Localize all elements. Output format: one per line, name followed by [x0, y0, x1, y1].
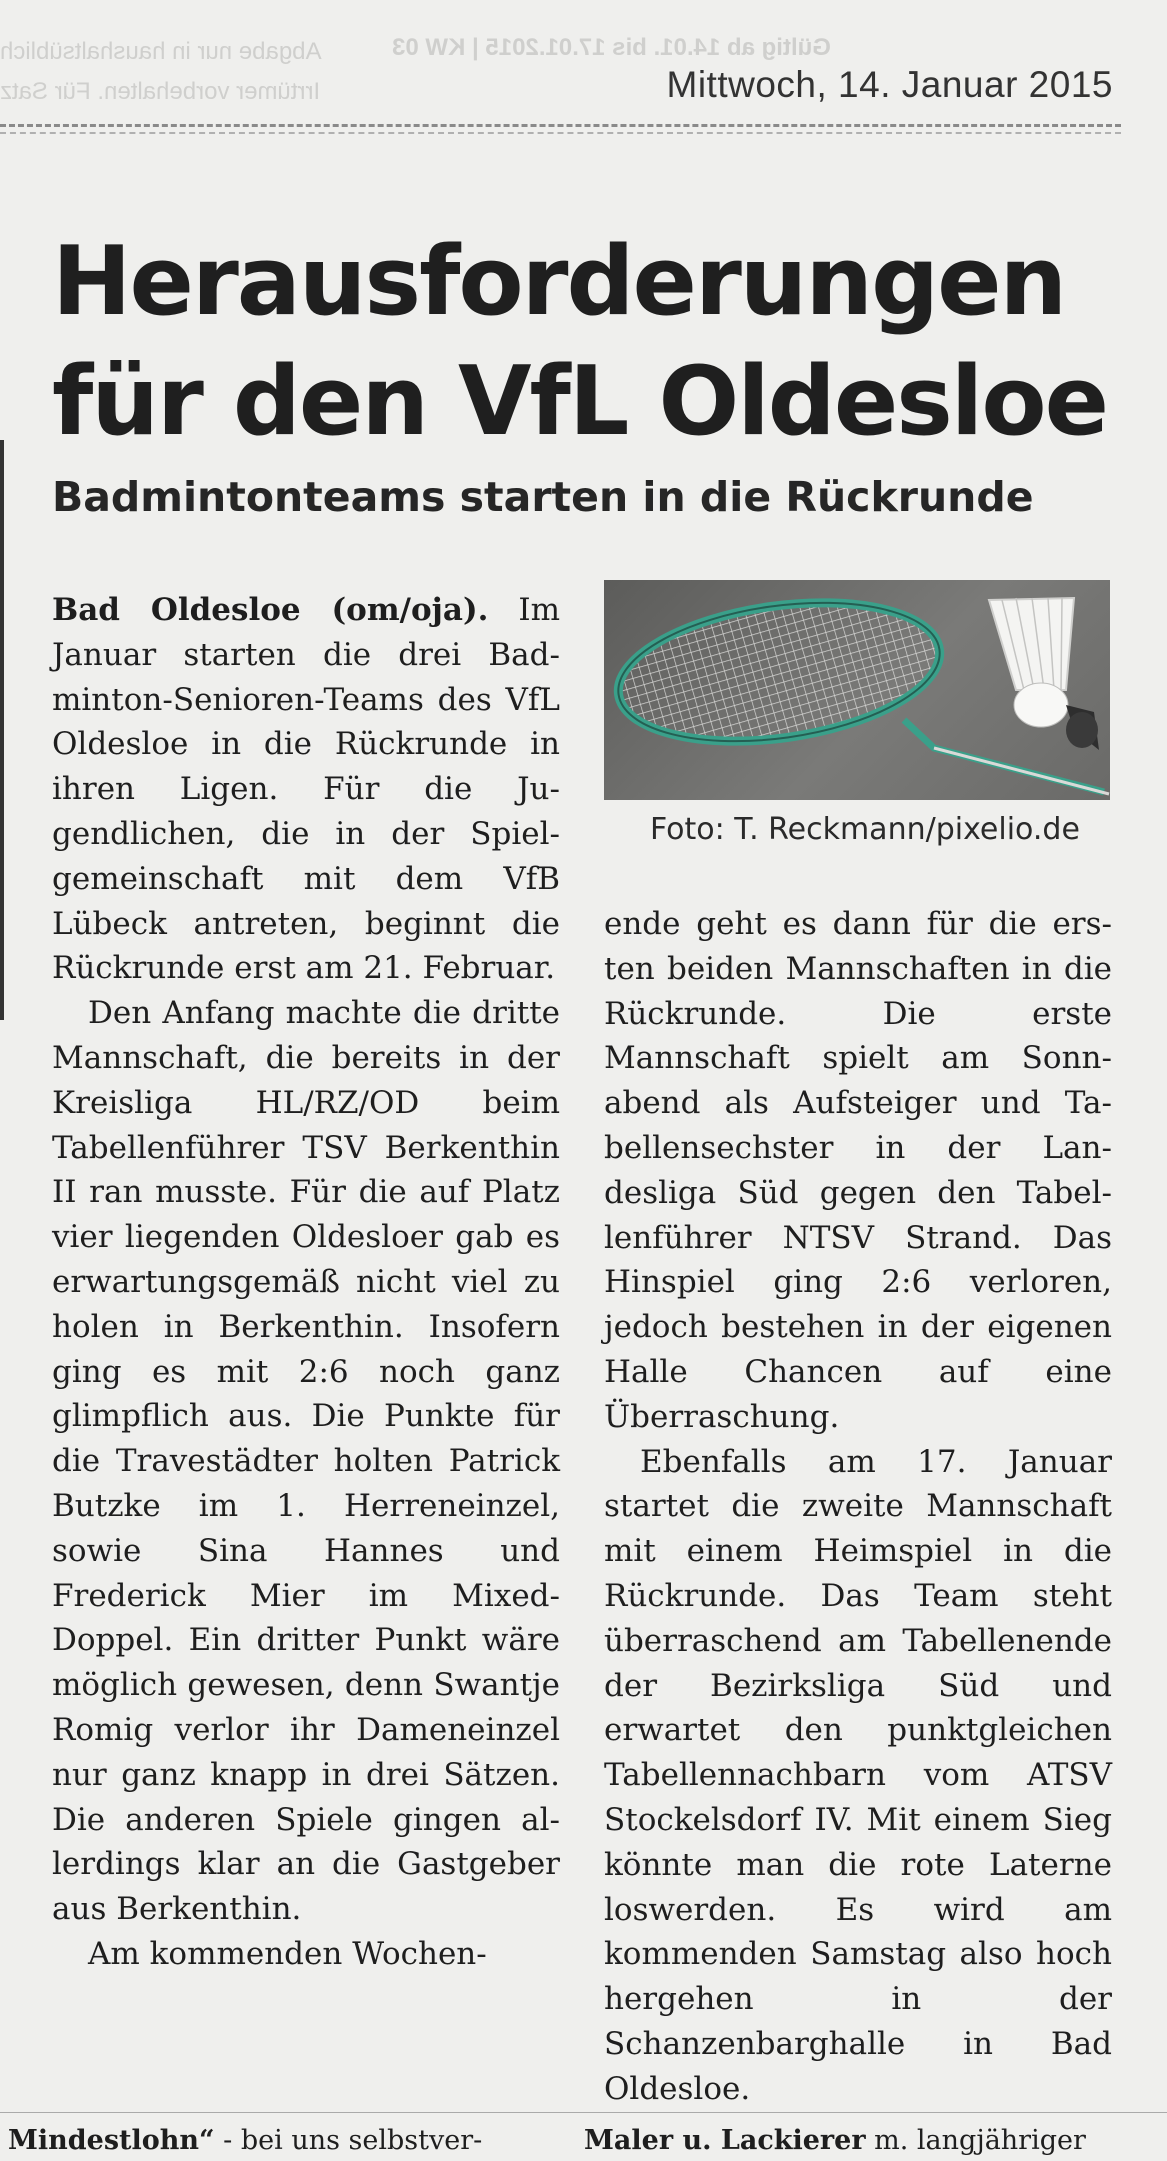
paragraph-2: Den Anfang machte die dritte Mannschaft, die bereits in der Kreisliga HL/RZ/OD beim Tabellenführer TSV Berkenthin II ran musste. Für die auf Platz vier liegenden Oldesloer gab es erwartungsgemäß nicht viel zu holen in Berkenthin. Insofern ging es mit 2:6 noch ganz glimpflich aus. Die Punkte für die Travestädter holten Patrick Butzke im 1. Herreneinzel, sowie Sina Hannes und Frederick Mier im Mixed-Doppel. Ein dritter Punkt wäre möglich gewesen, denn Swantje Romig verlor ihr Dameneinzel nur ganz knapp in drei Sätzen. Die anderen Spiele gingen allerdings klar an die Gastgeber aus Berkenthin. — [52, 995, 560, 1928]
article-column-1 — [52, 588, 560, 1977]
badminton-racket-illustration — [604, 580, 1110, 800]
article-subheadline: Badmintonteams starten in die Rückrunde — [52, 473, 1034, 521]
dateline: Bad Oldesloe (om/oja). — [52, 592, 489, 628]
bottom-left-bold: Mindestlohn“ — [8, 2125, 215, 2156]
article-headline — [52, 222, 1132, 462]
bottom-left-text: - bei uns selbstver- — [214, 2125, 483, 2156]
header-divider-secondary — [0, 132, 1121, 134]
shuttlecock-icon — [989, 598, 1099, 750]
photo-credit: Foto: T. Reckmann/pixelio.de — [650, 812, 1080, 847]
bleed-through-text-3: Irrtümer vorbehalten. Für Satz — [0, 78, 321, 105]
bottom-right-bold: Maler u. Lackierer — [584, 2125, 866, 2156]
headline-line-2: für den VfL Oldesloe — [52, 347, 1108, 457]
issue-date: Mittwoch, 14. Januar 2015 — [666, 64, 1113, 105]
left-column-rule — [0, 440, 4, 1020]
bottom-right-text: m. langjähriger — [865, 2125, 1086, 2156]
bottom-ad-strip — [0, 2112, 1167, 2161]
paragraph-5: Ebenfalls am 17. Januar startet die zweite Mannschaft mit einem Heimspiel in die Rückrunde. Das Team steht überraschend am Tabellenende der Bezirksliga Süd und erwartet den punktgleichen Tabellennachbarn vom ATSV Stockelsdorf IV. Mit einem Sieg könnte man die rote Laterne loswerden. Es wird am kommenden Samstag also hoch hergehen in der Schanzenbarghalle in Bad Oldesloe. — [604, 1443, 1112, 2107]
bleed-through-text-2: Abgabe nur in haushaltsüblich — [0, 38, 322, 65]
headline-line-1: Herausforderungen — [52, 227, 1066, 337]
paragraph-3: Am kommenden Wochen- — [88, 1935, 487, 1972]
article-column-2 — [604, 902, 1112, 2112]
header-divider — [0, 124, 1121, 127]
bottom-strip-right — [584, 2125, 1086, 2156]
paragraph-4: ende geht es dann für die ersten beiden Mannschaften in die Rückrunde. Die erste Mannschaft spielt am Sonnabend als Aufsteiger und Tabellensechster in der Landesliga Süd gegen den Tabellenführer NTSV Strand. Das Hinspiel ging 2:6 verloren, jedoch bestehen in der eigenen Halle Chancen auf eine Überraschung. — [604, 906, 1112, 1435]
bleed-through-text-1: Gültig ab 14.01. bis 17.01.2015 | KW 03 — [392, 34, 831, 61]
paragraph-1-text: Im Januar starten die drei Badminton-Senioren-Teams des VfL Oldesloe in die Rückrunde in ihren Ligen. Für die Jugendlichen, die in der Spielgemeinschaft mit dem VfB Lübeck antreten, beginnt die Rückrunde erst am 21. Februar. — [52, 592, 561, 987]
bottom-strip-left — [8, 2125, 482, 2156]
paragraph-1 — [52, 588, 560, 991]
article-photo — [604, 580, 1110, 800]
